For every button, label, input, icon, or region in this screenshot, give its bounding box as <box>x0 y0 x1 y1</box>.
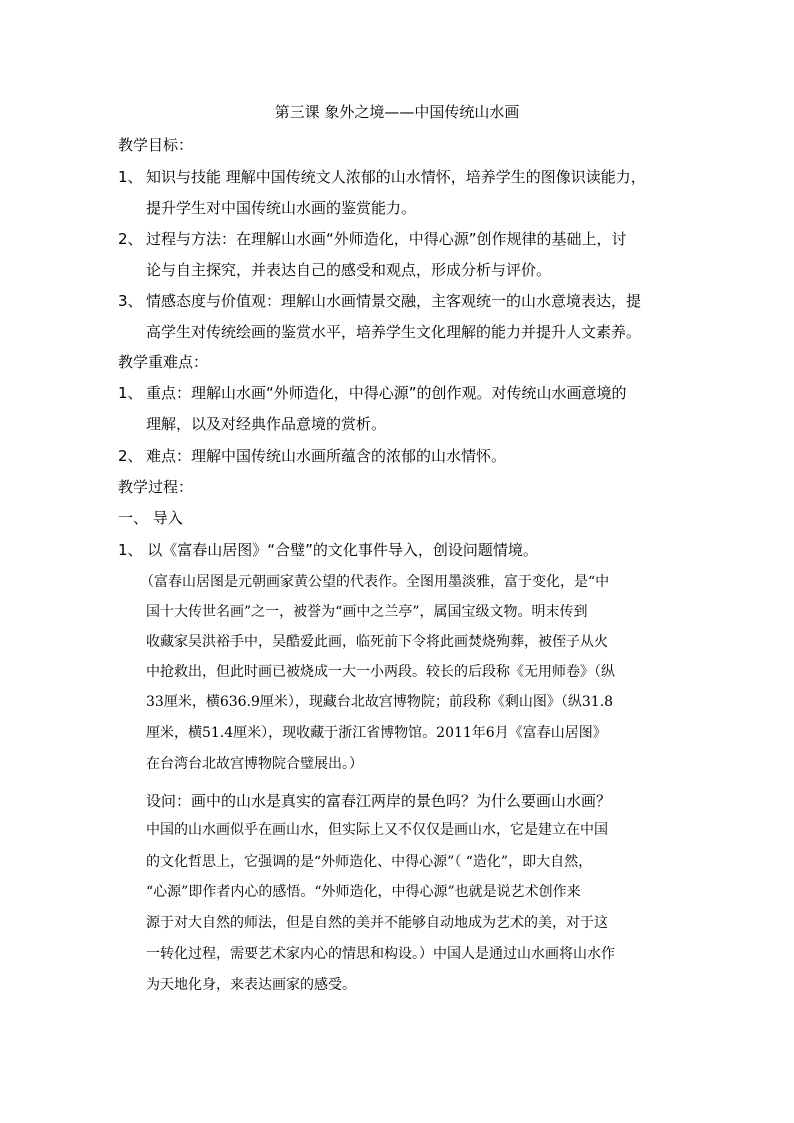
key-point-1-text: 重点：理解山水画“外师造化，中得心源”的创作观。对传统山水画意境的 <box>146 384 627 402</box>
key-point-2-line-1 <box>118 446 506 466</box>
answer-line-6: 为天地化身，来表达画家的感受。 <box>146 977 356 993</box>
objective-1-number: 1、 <box>118 168 143 186</box>
objective-2-line-1 <box>118 229 627 249</box>
note-line-5: 33厘米，横636.9厘米），现藏台北故宫博物院；前段称《剩山图》（纵31.8 <box>146 694 614 710</box>
step-one: 1、 以《富春山居图》“合璧”的文化事件导入，创设问题情境。 <box>118 541 538 559</box>
key-points-heading: 教学重难点： <box>118 353 209 371</box>
note-line-1: （富春山居图是元朝画家黄公望的代表作。全图用墨淡雅，富于变化，是“中 <box>140 574 610 590</box>
note-line-6: 厘米，横51.4厘米），现收藏于浙江省博物馆。2011年6月《富春山居图》 <box>146 725 607 741</box>
objective-3-number: 3、 <box>118 292 143 310</box>
objective-2-number: 2、 <box>118 230 143 248</box>
objective-3-text: 情感态度与价值观：理解山水画情景交融，主客观统一的山水意境表达，提 <box>146 292 642 310</box>
objectives-heading: 教学目标： <box>118 136 194 154</box>
note-line-7: 在台湾台北故宫博物院合璧展出。） <box>146 756 363 772</box>
answer-line-3: “心源”即作者内心的感悟。“外师造化，中得心源”也就是说艺术创作来 <box>146 884 581 900</box>
key-point-2-number: 2、 <box>118 447 143 465</box>
objective-1-line-2: 提升学生对中国传统山水画的鉴赏能力。 <box>146 199 417 217</box>
answer-line-2: 的文化哲思上，它强调的是“外师造化、中得心源”（ “造化”，即大自然， <box>146 854 593 870</box>
note-line-4: 中抢救出，但此时画已被烧成一大一小两段。较长的后段称《无用师卷》（纵 <box>146 664 615 680</box>
section-one-heading: 一、 导入 <box>118 509 183 527</box>
process-heading: 教学过程： <box>118 478 194 496</box>
note-line-2: 国十大传世名画”之一，被誉为“画中之兰亭”，属国宝级文物。明末传到 <box>146 604 588 620</box>
objective-1-text: 知识与技能 理解中国传统文人浓郁的山水情怀，培养学生的图像识读能力， <box>146 168 646 186</box>
objective-1-line-1 <box>118 167 646 187</box>
objective-3-line-1 <box>118 291 641 311</box>
key-point-1-number: 1、 <box>118 384 143 402</box>
key-point-1-line-2: 理解，以及对经典作品意境的赏析。 <box>146 415 387 433</box>
answer-line-5: 一转化过程，需要艺术家内心的情思和构设。）中国人是通过山水画将山水作 <box>146 946 615 962</box>
key-point-1-line-1 <box>118 383 627 403</box>
page-title: 第三课 象外之境——中国传统山水画 <box>274 103 520 121</box>
objective-2-text: 过程与方法：在理解山水画“外师造化，中得心源”创作规律的基础上，讨 <box>146 230 627 248</box>
objective-2-line-2: 论与自主探究，并表达自己的感受和观点，形成分析与评价。 <box>146 261 552 279</box>
question: 设问：画中的山水是真实的富春江两岸的景色吗？为什么要画山水画？ <box>146 792 612 810</box>
answer-line-4: 源于对大自然的师法，但是自然的美并不能够自动地成为艺术的美，对于这 <box>146 915 608 931</box>
objective-3-line-2: 高学生对传统绘画的鉴赏水平，培养学生文化理解的能力并提升人文素养。 <box>146 323 642 341</box>
answer-line-1: 中国的山水画似乎在画山水，但实际上又不仅仅是画山水，它是建立在中国 <box>146 822 608 838</box>
note-line-3: 收藏家吴洪裕手中，吴酷爱此画，临死前下令将此画焚烧殉葬，被侄子从火 <box>146 634 608 650</box>
key-point-2-text: 难点：理解中国传统山水画所蕴含的浓郁的山水情怀。 <box>146 447 507 465</box>
